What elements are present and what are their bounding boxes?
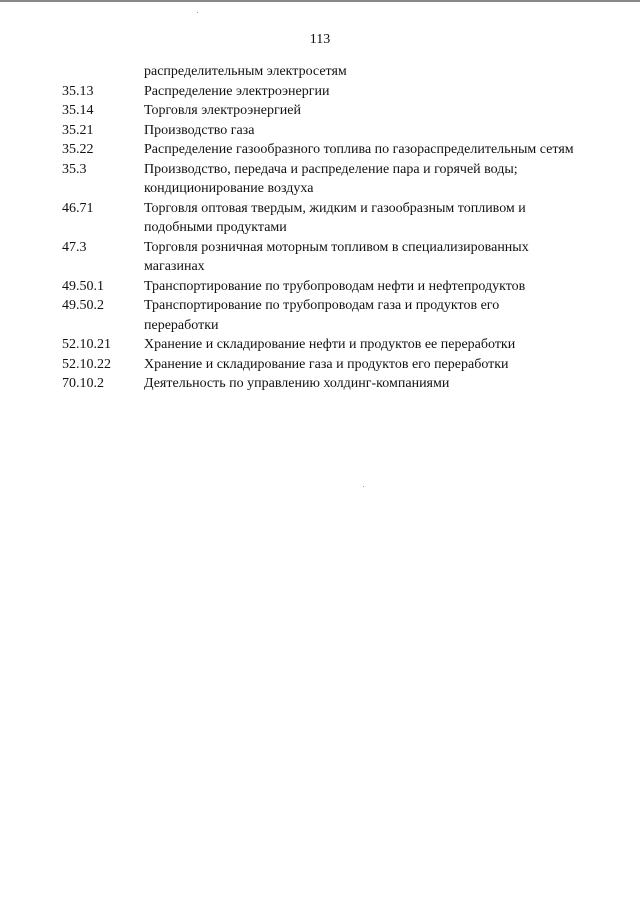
activity-code: 49.50.1 [62, 278, 104, 294]
code-row [62, 160, 622, 199]
description-line: Транспортирование по трубопроводам нефти и нефтепродуктов [144, 278, 526, 294]
code-row [62, 355, 622, 375]
activity-code: 52.10.22 [62, 356, 111, 372]
activity-code: 35.14 [62, 103, 94, 118]
activity-code: 35.21 [62, 122, 94, 138]
activity-description [144, 62, 622, 82]
description-line: Распределение газообразного топлива по газораспределительным сетям [144, 142, 574, 157]
description-line: Распределение электроэнергии [144, 83, 330, 99]
activity-description [144, 199, 622, 238]
description-line: Хранение и складирование нефти и продуктов ее переработки [144, 337, 516, 352]
scan-top-edge [0, 0, 640, 2]
activity-code: 35.13 [62, 83, 94, 99]
activity-description [144, 335, 622, 355]
activity-code: 47.3 [62, 239, 87, 255]
description-line: Торговля розничная моторным топливом в специализированных [144, 239, 529, 255]
description-line: Производство, передача и распределение пара и горячей воды; [144, 161, 518, 177]
code-row [62, 121, 622, 141]
description-line: Хранение и складирование газа и продуктов его переработки [144, 356, 509, 372]
description-line: Транспортирование по трубопроводам газа и продуктов его [144, 298, 500, 313]
activity-description [144, 160, 622, 199]
code-row [62, 335, 622, 355]
activity-description [144, 296, 622, 335]
code-row [62, 238, 622, 277]
page-number: 113 [309, 32, 331, 47]
activity-code-list [62, 62, 622, 394]
activity-description [144, 101, 622, 121]
code-row [62, 296, 622, 335]
activity-description [144, 355, 622, 375]
description-line: распределительным электросетям [144, 64, 347, 79]
code-row [62, 199, 622, 238]
code-row [62, 277, 622, 297]
activity-code: 35.3 [62, 161, 87, 177]
code-row [62, 82, 622, 102]
activity-description [144, 121, 622, 141]
activity-description [144, 374, 622, 394]
code-row [62, 374, 622, 394]
scan-speck [197, 12, 198, 13]
activity-description [144, 140, 622, 160]
code-row [62, 62, 622, 82]
description-line: переработки [144, 317, 219, 333]
description-line: Торговля оптовая твердым, жидким и газообразным топливом и [144, 200, 526, 216]
description-line: Производство газа [144, 122, 255, 138]
activity-code: 70.10.2 [62, 376, 104, 391]
code-row [62, 140, 622, 160]
activity-description [144, 238, 622, 277]
activity-description [144, 277, 622, 297]
description-line: подобными продуктами [144, 220, 287, 235]
description-line: магазинах [144, 259, 205, 274]
description-line: Торговля электроэнергией [144, 103, 301, 118]
activity-code: 49.50.2 [62, 298, 104, 313]
description-line: Деятельность по управлению холдинг-компаниями [144, 376, 450, 391]
activity-code: 46.71 [62, 200, 94, 216]
scan-speck [363, 486, 364, 487]
description-line: кондиционирование воздуха [144, 181, 314, 196]
code-row [62, 101, 622, 121]
activity-code: 52.10.21 [62, 337, 111, 352]
activity-code: 35.22 [62, 142, 94, 157]
activity-description [144, 82, 622, 102]
